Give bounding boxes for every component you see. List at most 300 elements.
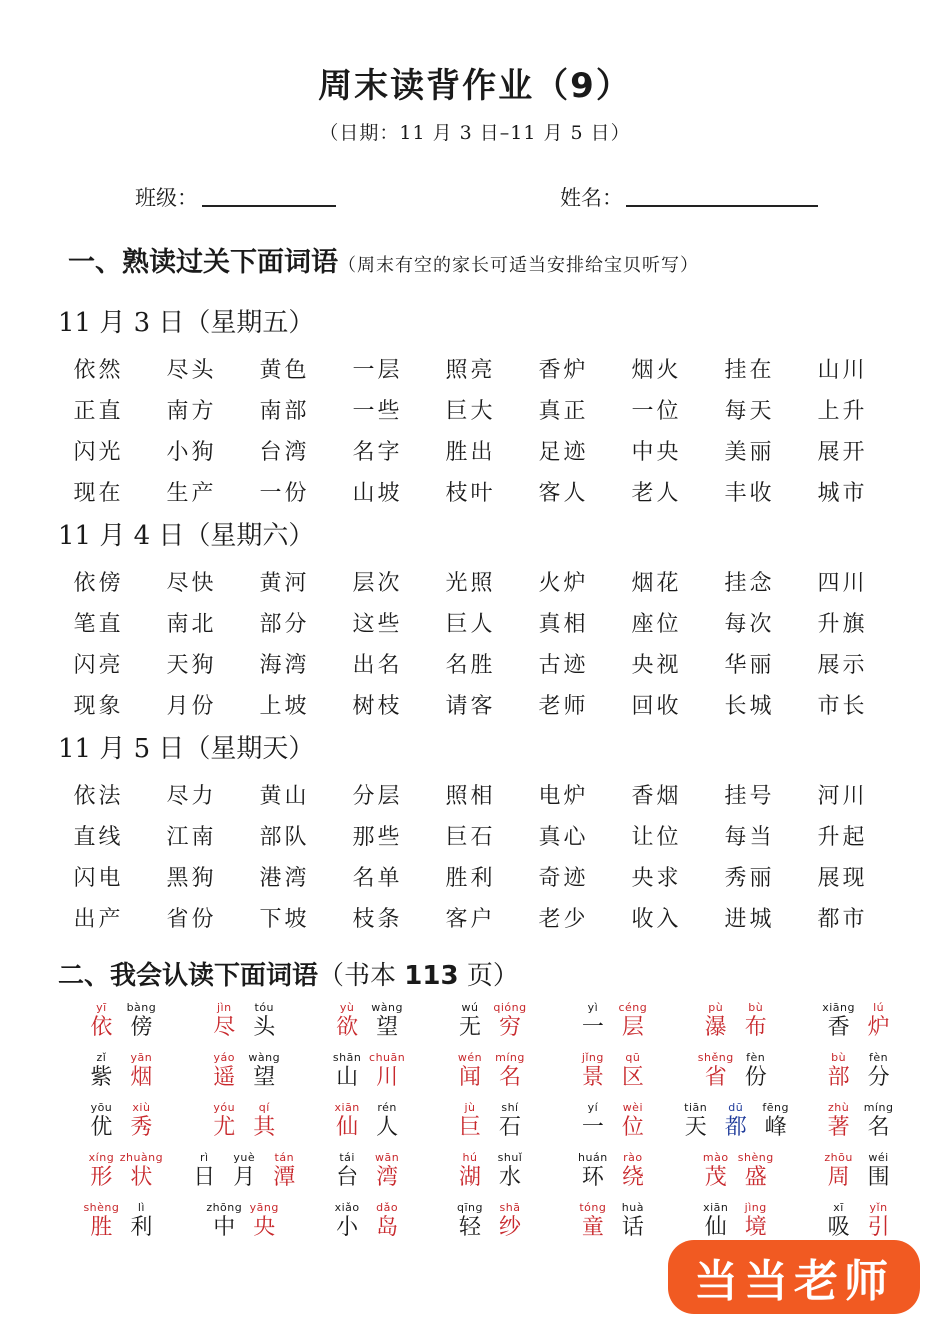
- pinyin-text: qū: [625, 1051, 641, 1064]
- word-cell: 展开: [817, 440, 868, 465]
- pinyin-char: [367, 1200, 407, 1250]
- word-cell: 央求: [631, 866, 682, 891]
- pinyin-text: huà: [621, 1201, 644, 1214]
- word-cell: 火炉: [538, 571, 589, 596]
- word-cell: 老师: [538, 694, 589, 719]
- word-cell: 名字: [352, 440, 403, 465]
- section1-heading: [68, 240, 699, 279]
- pinyin-word: [306, 1100, 429, 1150]
- hanzi-char: 都: [724, 1115, 747, 1140]
- word-cell: 烟火: [631, 358, 682, 383]
- word-cell: 依法: [73, 784, 124, 809]
- pinyin-char: [244, 1200, 284, 1250]
- word-cell: 足迹: [538, 440, 589, 465]
- hanzi-char: 环: [581, 1165, 604, 1190]
- pinyin-word: [183, 1000, 306, 1050]
- name-label: 姓名：: [560, 186, 623, 210]
- pinyin-char: [204, 1000, 244, 1050]
- hanzi-char: 轻: [458, 1215, 481, 1240]
- word-cell: 挂念: [724, 571, 775, 596]
- hanzi-char: 盛: [744, 1165, 767, 1190]
- pinyin-char: [859, 1050, 899, 1100]
- hanzi-char: 名: [498, 1065, 521, 1090]
- pinyin-text: wén: [457, 1051, 483, 1064]
- word-cell: 南北: [166, 612, 217, 637]
- pinyin-char: [756, 1100, 796, 1150]
- pinyin-text: yān: [130, 1051, 153, 1064]
- pinyin-char: [613, 1150, 653, 1200]
- pinyin-text: yóu: [213, 1101, 236, 1114]
- word-cell: 山川: [817, 358, 868, 383]
- pinyin-char: [676, 1100, 716, 1150]
- hanzi-char: 位: [621, 1115, 644, 1140]
- hanzi-char: 吸: [827, 1215, 850, 1240]
- hanzi-char: 童: [581, 1215, 604, 1240]
- word-cell: 美丽: [724, 440, 775, 465]
- pinyin-char: [121, 1050, 161, 1100]
- pinyin-char: [327, 1150, 367, 1200]
- pinyin-char: [367, 1100, 407, 1150]
- word-cell: 海湾: [259, 653, 310, 678]
- pinyin-char: [573, 1050, 613, 1100]
- pinyin-char: [613, 1050, 653, 1100]
- word-cell: 出产: [73, 907, 124, 932]
- hanzi-char: 紫: [90, 1065, 113, 1090]
- pinyin-char: [244, 1000, 284, 1050]
- hanzi-char: 茂: [704, 1165, 727, 1190]
- hanzi-char: 省: [704, 1065, 727, 1090]
- hanzi-char: 山: [336, 1065, 359, 1090]
- word-cell: 四川: [817, 571, 868, 596]
- word-cell: 部队: [259, 825, 310, 850]
- pinyin-word: [60, 1150, 183, 1200]
- pinyin-text: qí: [258, 1101, 270, 1114]
- pinyin-char: [204, 1100, 244, 1150]
- hanzi-char: 台: [336, 1165, 359, 1190]
- pinyin-char: [204, 1200, 244, 1250]
- pinyin-char: [859, 1150, 899, 1200]
- word-cell: 秀丽: [724, 866, 775, 891]
- word-cell: 黑狗: [166, 866, 217, 891]
- pinyin-text: mào: [702, 1151, 729, 1164]
- word-row: [52, 774, 908, 815]
- word-row: [52, 897, 908, 938]
- word-cell: 上坡: [259, 694, 310, 719]
- section1-title: 一、熟读过关下面词语: [68, 247, 338, 278]
- class-label: 班级：: [135, 186, 198, 210]
- word-cell: 黄色: [259, 358, 310, 383]
- pinyin-text: wéi: [868, 1151, 889, 1164]
- word-cell: 这些: [352, 612, 403, 637]
- section2-title: 二、我会认读下面词语: [58, 961, 319, 991]
- word-cell: 中央: [631, 440, 682, 465]
- hanzi-char: 香: [827, 1015, 850, 1040]
- pinyin-text: yōu: [90, 1101, 113, 1114]
- hanzi-char: 份: [744, 1065, 767, 1090]
- pinyin-char: [264, 1150, 304, 1200]
- pinyin-row: [60, 1100, 920, 1150]
- hanzi-char: 布: [744, 1015, 767, 1040]
- word-cell: 照亮: [445, 358, 496, 383]
- word-row: [52, 561, 908, 602]
- pinyin-text: shā: [499, 1201, 521, 1214]
- word-cell: 胜利: [445, 866, 496, 891]
- pinyin-char: [819, 1150, 859, 1200]
- word-cell: 正直: [73, 399, 124, 424]
- word-cell: 天狗: [166, 653, 217, 678]
- pinyin-word: [551, 1000, 674, 1050]
- word-cell: 升起: [817, 825, 868, 850]
- word-grid-day2: [52, 561, 908, 725]
- word-cell: 每天: [724, 399, 775, 424]
- hanzi-char: 著: [827, 1115, 850, 1140]
- pinyin-text: wàng: [248, 1051, 281, 1064]
- word-cell: 省份: [166, 907, 217, 932]
- pinyin-word: [429, 1150, 552, 1200]
- word-cell: 一层: [352, 358, 403, 383]
- word-cell: 南部: [259, 399, 310, 424]
- hanzi-char: 尽: [213, 1015, 236, 1040]
- name-field[interactable]: [626, 205, 818, 207]
- pinyin-word: [183, 1150, 306, 1200]
- pinyin-char: [121, 1000, 161, 1050]
- pinyin-char: [696, 1000, 736, 1050]
- pinyin-char: [573, 1000, 613, 1050]
- pinyin-char: [859, 1100, 899, 1150]
- pinyin-char: [736, 1000, 776, 1050]
- hanzi-char: 绕: [621, 1165, 644, 1190]
- pinyin-char: [81, 1050, 121, 1100]
- hanzi-char: 状: [130, 1165, 153, 1190]
- hanzi-char: 小: [336, 1215, 359, 1240]
- word-cell: 升旗: [817, 612, 868, 637]
- hanzi-char: 月: [233, 1165, 256, 1190]
- word-cell: 现象: [73, 694, 124, 719]
- pinyin-text: wān: [375, 1151, 400, 1164]
- pinyin-row: [60, 1150, 920, 1200]
- pinyin-char: [696, 1050, 736, 1100]
- pinyin-text: míng: [863, 1101, 894, 1114]
- pinyin-text: zhù: [827, 1101, 850, 1114]
- word-cell: 华丽: [724, 653, 775, 678]
- hanzi-char: 仙: [336, 1115, 359, 1140]
- hanzi-char: 尤: [213, 1115, 236, 1140]
- section2-heading: [58, 955, 519, 992]
- hanzi-char: 胜: [90, 1215, 113, 1240]
- pinyin-text: shuǐ: [497, 1151, 523, 1164]
- word-grid-day1: [52, 348, 908, 512]
- hanzi-char: 秀: [130, 1115, 153, 1140]
- pinyin-char: [121, 1100, 161, 1150]
- hanzi-char: 依: [90, 1015, 113, 1040]
- word-row: [52, 471, 908, 512]
- word-cell: 黄河: [259, 571, 310, 596]
- pinyin-text: chuān: [369, 1051, 406, 1064]
- hanzi-char: 瀑: [704, 1015, 727, 1040]
- word-cell: 奇迹: [538, 866, 589, 891]
- pinyin-char: [327, 1200, 367, 1250]
- word-row: [52, 389, 908, 430]
- pinyin-text: míng: [495, 1051, 525, 1064]
- pinyin-word: [183, 1050, 306, 1100]
- day-label-3: 11 月 5 日（星期天）: [58, 734, 315, 764]
- pinyin-text: zhuàng: [119, 1151, 164, 1164]
- word-cell: 闪亮: [73, 653, 124, 678]
- pinyin-char: [184, 1150, 224, 1200]
- hanzi-char: 中: [213, 1215, 236, 1240]
- section2-paren-close: 页）: [458, 961, 519, 991]
- hanzi-char: 川: [376, 1065, 399, 1090]
- pinyin-row: [60, 1050, 920, 1100]
- word-cell: 香烟: [631, 784, 682, 809]
- hanzi-char: 湾: [376, 1165, 399, 1190]
- pinyin-word: [551, 1100, 674, 1150]
- pinyin-char: [450, 1150, 490, 1200]
- pinyin-char: [696, 1150, 736, 1200]
- word-cell: 现在: [73, 481, 124, 506]
- word-cell: 光照: [445, 571, 496, 596]
- hanzi-char: 望: [253, 1065, 276, 1090]
- word-cell: 一位: [631, 399, 682, 424]
- day-label-2: 11 月 4 日（星期六）: [58, 521, 315, 551]
- hanzi-char: 人: [376, 1115, 399, 1140]
- pinyin-word: [183, 1200, 306, 1250]
- hanzi-char: 利: [130, 1215, 153, 1240]
- word-cell: 都市: [817, 907, 868, 932]
- hanzi-char: 遥: [213, 1065, 236, 1090]
- pinyin-word: [60, 1050, 183, 1100]
- pinyin-text: rì: [199, 1151, 209, 1164]
- word-cell: 依然: [73, 358, 124, 383]
- pinyin-text: fēng: [762, 1101, 790, 1114]
- pinyin-text: xiān: [334, 1101, 360, 1114]
- day-label-1: 11 月 3 日（星期五）: [58, 308, 315, 338]
- pinyin-text: lú: [873, 1001, 885, 1014]
- hanzi-char: 分: [867, 1065, 890, 1090]
- pinyin-char: [121, 1200, 161, 1250]
- word-cell: 台湾: [259, 440, 310, 465]
- pinyin-text: xī: [833, 1201, 844, 1214]
- hanzi-char: 水: [498, 1165, 521, 1190]
- word-cell: 月份: [166, 694, 217, 719]
- word-cell: 分层: [352, 784, 403, 809]
- word-cell: 那些: [352, 825, 403, 850]
- word-cell: 巨人: [445, 612, 496, 637]
- word-row: [52, 430, 908, 471]
- word-cell: 烟花: [631, 571, 682, 596]
- pinyin-text: rén: [377, 1101, 397, 1114]
- pinyin-text: tóng: [579, 1201, 607, 1214]
- pinyin-text: xiǎo: [334, 1201, 360, 1214]
- pinyin-text: shěng: [697, 1051, 734, 1064]
- hanzi-char: 央: [253, 1215, 276, 1240]
- pinyin-text: tán: [274, 1151, 295, 1164]
- pinyin-char: [859, 1000, 899, 1050]
- pinyin-char: [716, 1100, 756, 1150]
- hanzi-char: 傍: [130, 1015, 153, 1040]
- pinyin-char: [119, 1150, 164, 1200]
- pinyin-word: [429, 1200, 552, 1250]
- pinyin-word: [551, 1050, 674, 1100]
- hanzi-char: 峰: [764, 1115, 787, 1140]
- pinyin-text: tái: [339, 1151, 355, 1164]
- pinyin-text: yuè: [233, 1151, 256, 1164]
- hanzi-char: 天: [684, 1115, 707, 1140]
- word-cell: 部分: [259, 612, 310, 637]
- pinyin-word: [551, 1150, 674, 1200]
- word-cell: 客户: [445, 907, 496, 932]
- pinyin-text: qīng: [457, 1201, 483, 1214]
- word-cell: 小狗: [166, 440, 217, 465]
- pinyin-char: [450, 1000, 490, 1050]
- pinyin-char: [81, 1000, 121, 1050]
- word-cell: 照相: [445, 784, 496, 809]
- pinyin-text: zhōu: [824, 1151, 853, 1164]
- pinyin-char: [490, 1100, 530, 1150]
- pinyin-char: [450, 1050, 490, 1100]
- pinyin-text: shèng: [83, 1201, 120, 1214]
- word-cell: 市长: [817, 694, 868, 719]
- hanzi-char: 头: [253, 1015, 276, 1040]
- pinyin-text: yì: [587, 1001, 599, 1014]
- word-cell: 依傍: [73, 571, 124, 596]
- word-cell: 闪光: [73, 440, 124, 465]
- hanzi-char: 围: [867, 1165, 890, 1190]
- hanzi-char: 一: [581, 1115, 604, 1140]
- pinyin-char: [573, 1200, 613, 1250]
- pinyin-text: zhōng: [206, 1201, 243, 1214]
- hanzi-char: 石: [498, 1115, 521, 1140]
- pinyin-word: [674, 1000, 797, 1050]
- word-cell: 山坡: [352, 481, 403, 506]
- pinyin-char: [367, 1150, 407, 1200]
- pinyin-text: dū: [728, 1101, 744, 1114]
- pinyin-char: [450, 1200, 490, 1250]
- word-cell: 尽头: [166, 358, 217, 383]
- hanzi-char: 周: [827, 1165, 850, 1190]
- pinyin-char: [81, 1200, 121, 1250]
- word-row: [52, 348, 908, 389]
- pinyin-char: [736, 1150, 776, 1200]
- word-cell: 座位: [631, 612, 682, 637]
- word-cell: 城市: [817, 481, 868, 506]
- pinyin-char: [224, 1150, 264, 1200]
- pinyin-char: [819, 1000, 859, 1050]
- word-row: [52, 856, 908, 897]
- pinyin-text: yù: [339, 1001, 355, 1014]
- pinyin-text: yī: [96, 1001, 107, 1014]
- hanzi-char: 话: [621, 1215, 644, 1240]
- word-cell: 层次: [352, 571, 403, 596]
- pinyin-text: yáo: [213, 1051, 236, 1064]
- pinyin-word: [797, 1050, 920, 1100]
- word-cell: 下坡: [259, 907, 310, 932]
- word-cell: 名胜: [445, 653, 496, 678]
- word-cell: 真心: [538, 825, 589, 850]
- hanzi-char: 望: [376, 1015, 399, 1040]
- hanzi-char: 日: [193, 1165, 216, 1190]
- pinyin-text: wàng: [371, 1001, 403, 1014]
- pinyin-word: [674, 1050, 797, 1100]
- pinyin-text: wèi: [622, 1101, 644, 1114]
- word-grid-day3: [52, 774, 908, 938]
- class-field[interactable]: [202, 205, 336, 207]
- word-cell: 巨大: [445, 399, 496, 424]
- word-cell: 生产: [166, 481, 217, 506]
- word-cell: 展现: [817, 866, 868, 891]
- pinyin-word: [306, 1200, 429, 1250]
- word-row: [52, 684, 908, 725]
- hanzi-char: 区: [621, 1065, 644, 1090]
- word-cell: 枝条: [352, 907, 403, 932]
- word-cell: 闪电: [73, 866, 124, 891]
- pinyin-char: [490, 1150, 530, 1200]
- pinyin-word: [306, 1150, 429, 1200]
- section1-note: （周末有空的家长可适当安排给宝贝听写）: [338, 255, 699, 276]
- hanzi-char: 欲: [336, 1015, 359, 1040]
- pinyin-char: [450, 1100, 490, 1150]
- hanzi-char: 引: [867, 1215, 890, 1240]
- pinyin-char: [613, 1200, 653, 1250]
- pinyin-word: [674, 1150, 797, 1200]
- hanzi-char: 纱: [498, 1215, 521, 1240]
- pinyin-text: bù: [831, 1051, 847, 1064]
- word-cell: 上升: [817, 399, 868, 424]
- word-cell: 巨石: [445, 825, 496, 850]
- word-cell: 挂号: [724, 784, 775, 809]
- hanzi-char: 无: [458, 1015, 481, 1040]
- word-cell: 展示: [817, 653, 868, 678]
- word-cell: 请客: [445, 694, 496, 719]
- word-cell: 一份: [259, 481, 310, 506]
- word-cell: 港湾: [259, 866, 310, 891]
- pinyin-text: jù: [464, 1101, 476, 1114]
- pinyin-word: [60, 1200, 183, 1250]
- pinyin-word: [674, 1100, 797, 1150]
- pinyin-char: [367, 1050, 407, 1100]
- pinyin-text: fèn: [746, 1051, 766, 1064]
- word-cell: 尽快: [166, 571, 217, 596]
- word-cell: 长城: [724, 694, 775, 719]
- word-cell: 丰收: [724, 481, 775, 506]
- word-cell: 河川: [817, 784, 868, 809]
- watermark-badge: 当当老师: [668, 1240, 920, 1314]
- hanzi-char: 烟: [130, 1065, 153, 1090]
- hanzi-char: 形: [90, 1165, 113, 1190]
- word-cell: 胜出: [445, 440, 496, 465]
- word-cell: 笔直: [73, 612, 124, 637]
- word-cell: 进城: [724, 907, 775, 932]
- hanzi-char: 境: [744, 1215, 767, 1240]
- word-cell: 挂在: [724, 358, 775, 383]
- word-cell: 让位: [631, 825, 682, 850]
- word-cell: 香炉: [538, 358, 589, 383]
- hanzi-char: 湖: [458, 1165, 481, 1190]
- page-title: 周末读背作业（9）: [318, 66, 632, 106]
- hanzi-char: 景: [581, 1065, 604, 1090]
- pinyin-text: lì: [137, 1201, 145, 1214]
- pinyin-text: hú: [462, 1151, 478, 1164]
- date-range: （日期：11 月 3 日–11 月 5 日）: [319, 122, 631, 144]
- pinyin-char: [327, 1050, 367, 1100]
- pinyin-word: [797, 1100, 920, 1150]
- word-row: [52, 602, 908, 643]
- word-cell: 直线: [73, 825, 124, 850]
- pinyin-char: [490, 1050, 530, 1100]
- word-cell: 央视: [631, 653, 682, 678]
- hanzi-char: 炉: [867, 1015, 890, 1040]
- pinyin-word: [60, 1100, 183, 1150]
